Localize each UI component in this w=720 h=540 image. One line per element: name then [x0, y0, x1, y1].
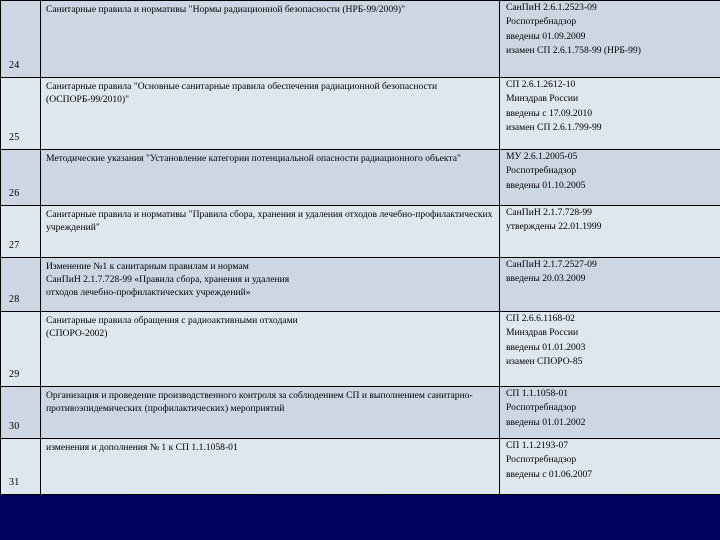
table-row — [1, 439, 720, 495]
document-reference-cell — [500, 312, 720, 387]
row-number: 24 — [9, 60, 20, 71]
document-title-cell — [41, 439, 500, 495]
table-row — [1, 150, 720, 206]
row-number-cell — [1, 206, 41, 258]
document-title: Санитарные правила обращения с радиоактивными отходами (СПОРО-2002) — [46, 315, 298, 339]
document-reference: СП 2.6.1.2612-10 Минздрав России введены с 17.09.2010 изамен СП 2.6.1.799-99 — [506, 79, 602, 134]
row-number: 30 — [9, 421, 20, 432]
row-number-cell — [1, 78, 41, 150]
document-reference: СП 2.6.6.1168-02 Минздрав России введены 01.01.2003 изамен СПОРО-85 — [506, 313, 586, 368]
table-row — [1, 78, 720, 150]
table-row — [1, 312, 720, 387]
table-row — [1, 1, 720, 78]
document-title: Изменение №1 к санитарным правилам и нормам СанПиН 2.1.7.728-99 «Правила сбора, хранения и удаления отходов лечебно-профилактических учреждений» — [46, 261, 290, 298]
row-number-cell — [1, 387, 41, 439]
document-reference: СП 1.1.1058-01 Роспотребнадзор введены 01.01.2002 — [506, 388, 586, 428]
row-number: 31 — [9, 477, 20, 488]
row-number-cell — [1, 150, 41, 206]
document-title-cell — [41, 150, 500, 206]
document-title-cell — [41, 206, 500, 258]
document-reference-cell — [500, 150, 720, 206]
document-title: изменения и дополнения № 1 к СП 1.1.1058-01 — [46, 442, 238, 453]
document-reference-cell — [500, 439, 720, 495]
document-title-cell — [41, 78, 500, 150]
document-reference: СанПиН 2.1.7.2527-09 введены 20.03.2009 — [506, 259, 597, 285]
document-reference-cell — [500, 258, 720, 312]
document-reference-cell — [500, 78, 720, 150]
table-row — [1, 258, 720, 312]
document-reference-cell — [500, 1, 720, 78]
row-number-cell — [1, 439, 41, 495]
row-number-cell — [1, 258, 41, 312]
document-reference: СП 1.1.2193-07 Роспотребнадзор введены с 01.06.2007 — [506, 440, 593, 480]
document-title: Методические указания "Установление категории потенциальной опасности радиационного объекта" — [46, 153, 461, 164]
document-title-cell — [41, 387, 500, 439]
document-reference: МУ 2.6.1.2005-05 Роспотребнадзор введены 01.10.2005 — [506, 151, 586, 191]
document-title-cell — [41, 258, 500, 312]
document-reference-cell — [500, 206, 720, 258]
document-title: Организация и проведение производственного контроля за соблюдением СП и выполнением санитарно-противоэпидемических (профилактических) мероприятий — [46, 390, 473, 414]
document-reference: СанПиН 2.6.1.2523-09 Роспотребнадзор введены 01.09.2009 изамен СП 2.6.1.758-99 (НРБ-99) — [506, 2, 641, 57]
row-number: 28 — [9, 294, 20, 305]
row-number: 29 — [9, 369, 20, 380]
row-number: 27 — [9, 240, 20, 251]
table-row — [1, 387, 720, 439]
document-reference: СанПиН 2.1.7.728-99 утверждены 22.01.1999 — [506, 207, 602, 233]
document-title-cell — [41, 1, 500, 78]
row-number-cell — [1, 312, 41, 387]
document-title: Санитарные правила "Основные санитарные правила обеспечения радиационной безопасности (ОСПОРБ-99/2010)" — [46, 81, 438, 105]
row-number-cell — [1, 1, 41, 78]
row-number: 26 — [9, 188, 20, 199]
document-title-cell — [41, 312, 500, 387]
document-title: Санитарные правила и нормативы "Правила сбора, хранения и удаления отходов лечебно-профилактических учреждений" — [46, 209, 493, 233]
document-reference-cell — [500, 387, 720, 439]
document-title: Санитарные правила и нормативы "Нормы радиационной безопасности (НРБ-99/2009)" — [46, 4, 406, 15]
row-number: 25 — [9, 132, 20, 143]
table-row — [1, 206, 720, 258]
